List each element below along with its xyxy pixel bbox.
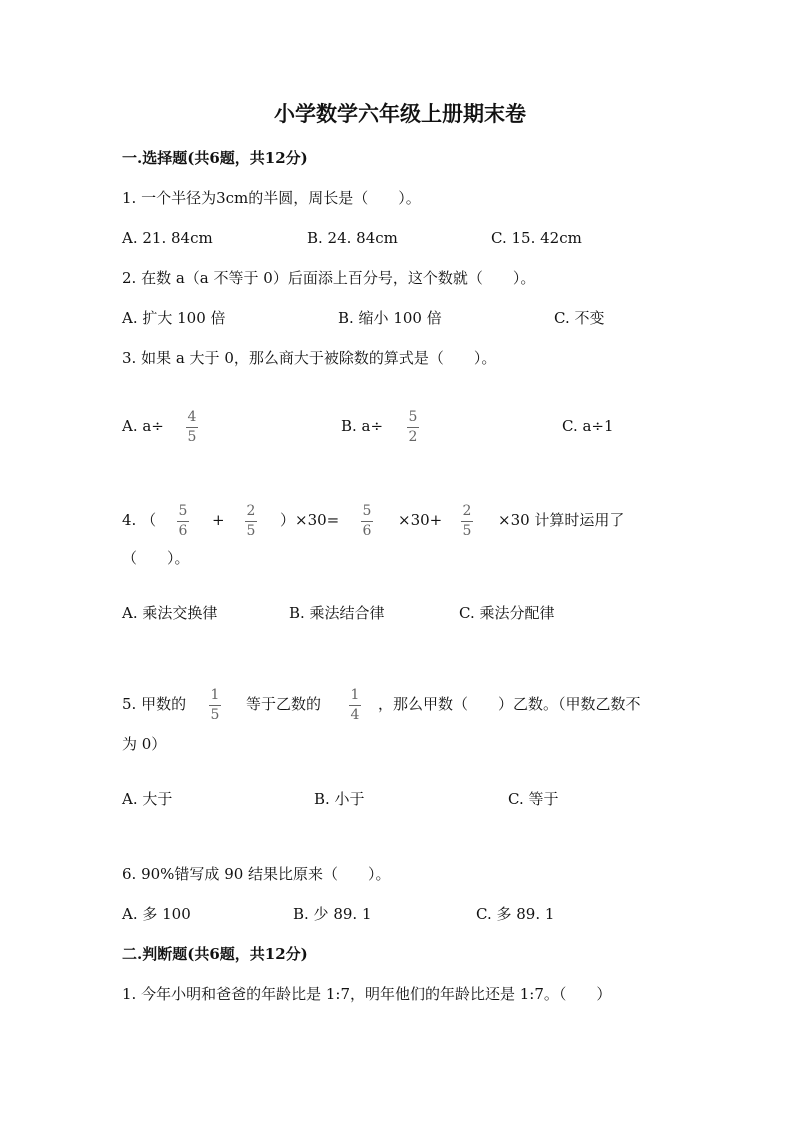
fraction-denominator: 5 bbox=[210, 707, 220, 723]
question-2-option-c: C. 不变 bbox=[554, 309, 605, 327]
fraction-numerator: 2 bbox=[246, 503, 256, 519]
question-3-option-a: A. a÷ bbox=[122, 417, 164, 435]
question-3-option-b: B. a÷ bbox=[341, 417, 384, 435]
fraction-bar bbox=[361, 521, 373, 522]
question-4-option-a: A. 乘法交换律 bbox=[122, 604, 218, 622]
question-4-mid-2: ×30+ bbox=[398, 511, 443, 529]
fraction-numerator: 1 bbox=[350, 687, 360, 703]
question-4-option-c: C. 乘法分配律 bbox=[459, 604, 555, 622]
question-5-part-1: 5. 甲数的 bbox=[122, 695, 187, 713]
question-4-option-b: B. 乘法结合律 bbox=[289, 604, 385, 622]
question-2-option-b: B. 缩小 100 倍 bbox=[338, 309, 442, 327]
question-1-option-b: B. 24. 84cm bbox=[307, 229, 398, 247]
fraction-numerator: 5 bbox=[362, 503, 372, 519]
question-5-fraction-1 bbox=[207, 687, 223, 724]
fraction-denominator: 5 bbox=[246, 523, 256, 539]
question-4-fraction-2 bbox=[243, 503, 259, 540]
question-5-option-c: C. 等于 bbox=[508, 790, 559, 808]
section-heading-choice: 一.选择题(共6题，共12分) bbox=[122, 149, 308, 167]
question-3-option-c: C. a÷1 bbox=[562, 417, 614, 435]
fraction-numerator: 2 bbox=[462, 503, 472, 519]
question-4-fraction-4 bbox=[459, 503, 475, 540]
question-6-option-c: C. 多 89. 1 bbox=[476, 905, 555, 923]
question-5-part-2: 等于乙数的 bbox=[246, 695, 322, 713]
question-3-option-a-fraction bbox=[184, 409, 200, 446]
fraction-denominator: 6 bbox=[178, 523, 188, 539]
fraction-bar bbox=[209, 705, 221, 706]
question-2-stem: 2. 在数 a（a 不等于 0）后面添上百分号，这个数就（ ）。 bbox=[122, 269, 536, 287]
question-5-option-b: B. 小于 bbox=[314, 790, 365, 808]
fraction-bar bbox=[349, 705, 361, 706]
fraction-bar bbox=[186, 427, 198, 428]
question-3-option-b-fraction bbox=[405, 409, 421, 446]
question-1-stem: 1. 一个半径为3cm的半圆，周长是（ ）。 bbox=[122, 189, 421, 207]
question-4-blank: （ ）。 bbox=[122, 549, 190, 567]
fraction-bar bbox=[461, 521, 473, 522]
fraction-numerator: 5 bbox=[178, 503, 188, 519]
question-6-option-b: B. 少 89. 1 bbox=[293, 905, 372, 923]
question-1-option-a: A. 21. 84cm bbox=[122, 229, 213, 247]
question-4-fraction-1 bbox=[175, 503, 191, 540]
question-4-mid: ）×30= bbox=[280, 511, 340, 529]
fraction-denominator: 5 bbox=[187, 429, 197, 445]
fraction-bar bbox=[245, 521, 257, 522]
question-5-fraction-2 bbox=[347, 687, 363, 724]
question-2-option-a: A. 扩大 100 倍 bbox=[122, 309, 226, 327]
question-3-stem: 3. 如果 a 大于 0，那么商大于被除数的算式是（ ）。 bbox=[122, 349, 497, 367]
question-5-line-2: 为 0） bbox=[122, 735, 167, 753]
fraction-denominator: 4 bbox=[350, 707, 360, 723]
fraction-denominator: 2 bbox=[408, 429, 418, 445]
question-1-option-c: C. 15. 42cm bbox=[491, 229, 582, 247]
question-4-tail: ×30 计算时运用了 bbox=[498, 511, 625, 529]
question-4-fraction-3 bbox=[359, 503, 375, 540]
fraction-bar bbox=[177, 521, 189, 522]
question-4-open: 4. （ bbox=[122, 511, 157, 529]
fraction-denominator: 5 bbox=[462, 523, 472, 539]
fraction-numerator: 5 bbox=[408, 409, 418, 425]
question-4-plus: + bbox=[212, 511, 225, 529]
fraction-denominator: 6 bbox=[362, 523, 372, 539]
question-5-part-3: ，那么甲数（ ）乙数。（甲数乙数不 bbox=[378, 695, 641, 713]
fraction-numerator: 4 bbox=[187, 409, 197, 425]
question-6-option-a: A. 多 100 bbox=[122, 905, 191, 923]
question-6-stem: 6. 90%错写成 90 结果比原来（ ）。 bbox=[122, 865, 391, 883]
section-heading-judge: 二.判断题(共6题，共12分) bbox=[122, 945, 308, 963]
page-title: 小学数学六年级上册期末卷 bbox=[274, 101, 526, 126]
question-5-option-a: A. 大于 bbox=[122, 790, 173, 808]
fraction-bar bbox=[407, 427, 419, 428]
judge-1-stem: 1. 今年小明和爸爸的年龄比是 1:7，明年他们的年龄比还是 1:7。（ ） bbox=[122, 985, 612, 1003]
fraction-numerator: 1 bbox=[210, 687, 220, 703]
